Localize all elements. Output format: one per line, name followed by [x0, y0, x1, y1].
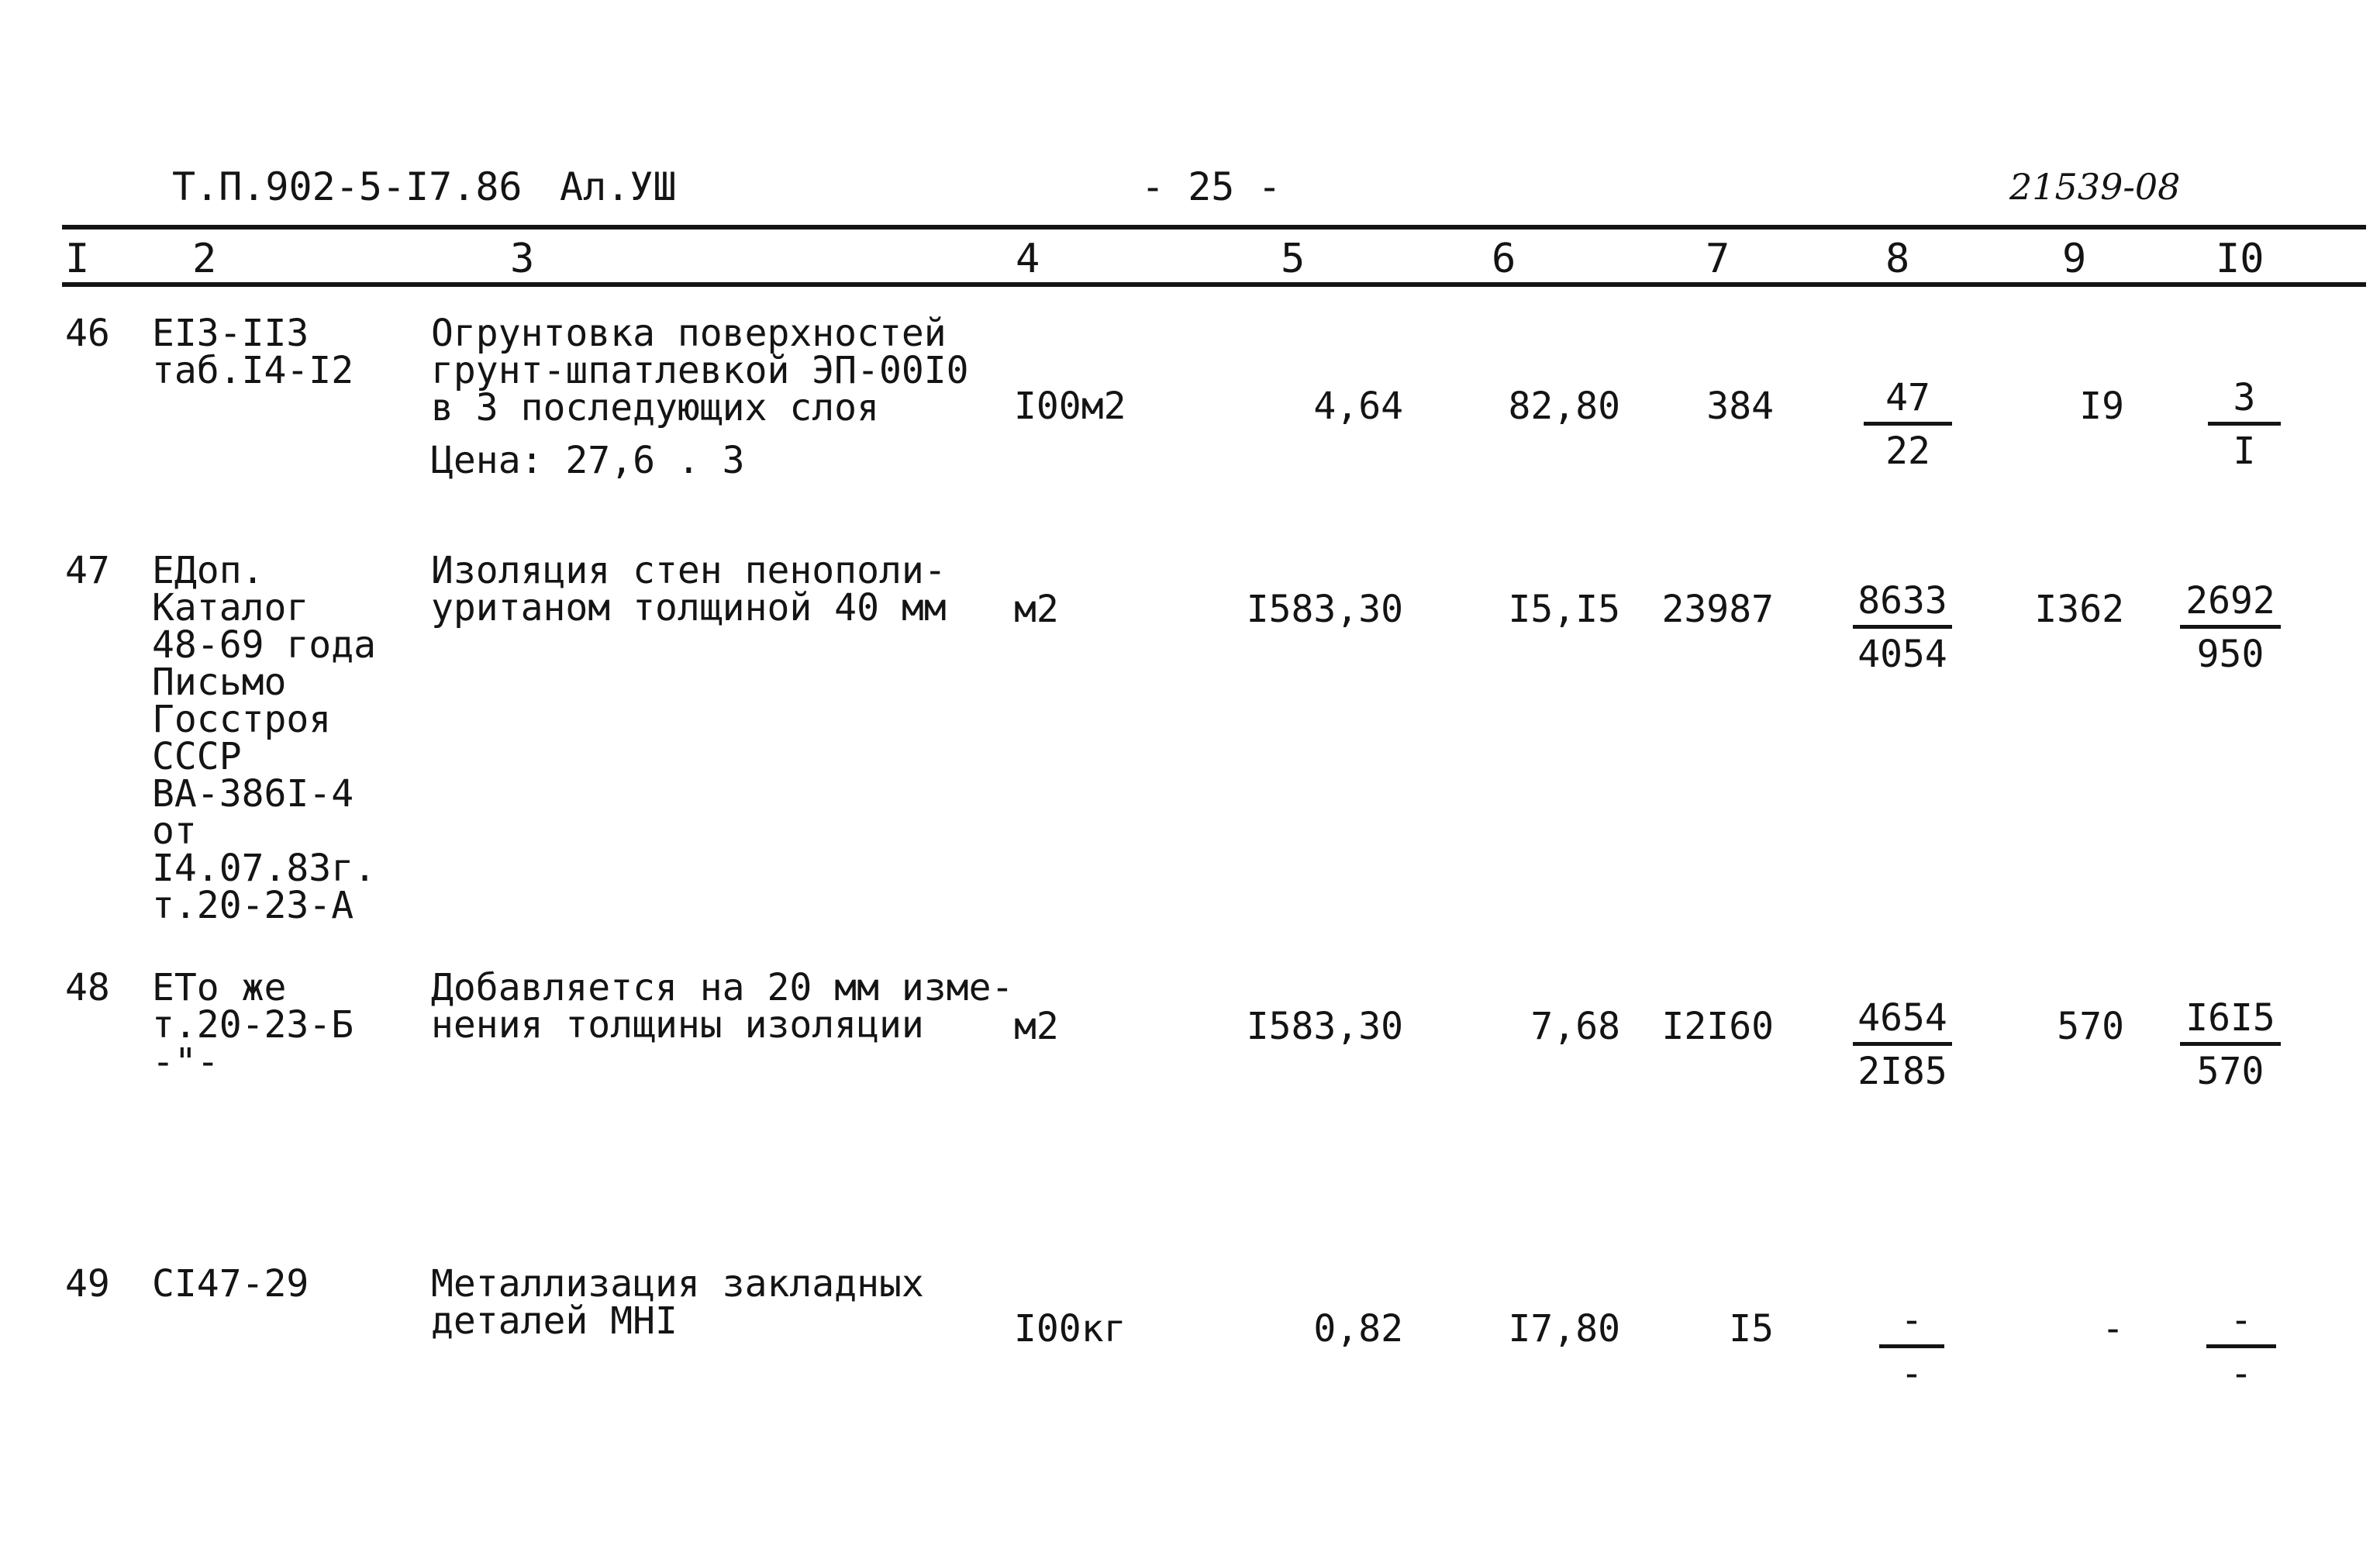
col10-top: I6I5: [2180, 997, 2281, 1046]
rate-code: EI3-II3 таб.I4-I2: [152, 312, 354, 392]
col10-fraction: [2180, 997, 2281, 1092]
total-cost: I5: [1729, 1307, 1774, 1351]
row-number: 46: [65, 312, 110, 355]
total-cost: 23987: [1661, 588, 1774, 631]
unit-cost: I7,80: [1508, 1307, 1620, 1351]
row-number: 48: [65, 966, 110, 1009]
col10-fraction: [2180, 580, 2281, 675]
unit: м2: [1014, 1005, 1059, 1048]
rate-code: EДоп. Каталог 48-69 года Письмо Госстроя СССР ВА-386I-4 от I4.07.83г. т.20-23-А: [152, 549, 376, 927]
column-number: 8: [1885, 236, 1910, 282]
col8-bottom: 2I85: [1857, 1050, 1947, 1093]
col10-fraction: [2208, 377, 2281, 472]
col8-bottom: 4054: [1857, 633, 1947, 676]
column-number: 5: [1281, 236, 1306, 282]
rate-code: CI47-29: [152, 1262, 309, 1306]
quantity: I583,30: [1246, 588, 1403, 631]
unit: м2: [1014, 588, 1059, 631]
column-number: I0: [2216, 236, 2264, 282]
col8-bottom: 22: [1885, 430, 1930, 473]
col9-value: -: [2102, 1307, 2124, 1351]
col10-bottom: -: [2230, 1352, 2253, 1396]
unit: I00м2: [1014, 385, 1126, 428]
quantity: I583,30: [1246, 1005, 1403, 1048]
col8-bottom: -: [1900, 1352, 1923, 1396]
quantity: 0,82: [1313, 1307, 1403, 1351]
header-rule-bottom: [62, 282, 2366, 287]
total-cost: 384: [1706, 385, 1774, 428]
col8-top: 8633: [1853, 580, 1952, 629]
col8-top: 47: [1864, 377, 1952, 426]
col9-value: I9: [2079, 385, 2124, 428]
col10-top: 2692: [2180, 580, 2281, 629]
col10-bottom: I: [2233, 430, 2256, 473]
unit: I00кг: [1014, 1307, 1126, 1351]
col8-fraction: [1853, 580, 1952, 675]
column-number: I: [65, 236, 90, 282]
column-number: 6: [1492, 236, 1516, 282]
col10-bottom: 950: [2196, 633, 2264, 676]
column-number: 3: [510, 236, 535, 282]
quantity: 4,64: [1313, 385, 1403, 428]
unit-cost: 7,68: [1530, 1005, 1620, 1048]
column-number: 4: [1016, 236, 1040, 282]
work-description: Добавляется на 20 мм изме- нения толщины изоляции: [431, 966, 1014, 1047]
col10-fraction: [2206, 1299, 2276, 1395]
col8-top: 4654: [1853, 997, 1952, 1046]
col10-bottom: 570: [2196, 1050, 2264, 1093]
document-reference: Т.П.902-5-I7.86: [172, 164, 523, 209]
album-reference: Ал.УШ: [560, 164, 677, 209]
col9-value: I362: [2034, 588, 2124, 631]
work-description: Изоляция стен пенополи- уританом толщиной 40 мм: [431, 549, 947, 630]
unit-cost: 82,80: [1508, 385, 1620, 428]
col9-value: 570: [2057, 1005, 2124, 1048]
total-cost: I2I60: [1661, 1005, 1774, 1048]
col10-top: -: [2206, 1299, 2276, 1348]
work-description: Огрунтовка поверхностей грунт-шпатлевкой ЭП-00I0 в 3 последующих слоя: [431, 312, 969, 430]
column-number: 2: [192, 236, 217, 282]
document-id: 21539-08: [2009, 166, 2181, 208]
row-number: 49: [65, 1262, 110, 1306]
column-number: 7: [1706, 236, 1730, 282]
col8-fraction: [1864, 377, 1952, 472]
header-rule-top: [62, 225, 2366, 229]
col8-top: -: [1879, 1299, 1944, 1348]
col8-fraction: [1879, 1299, 1944, 1395]
col8-fraction: [1853, 997, 1952, 1092]
page-number: - 25 -: [1141, 164, 1281, 209]
unit-cost: I5,I5: [1508, 588, 1620, 631]
rate-code: ETo же т.20-23-Б -"-: [152, 966, 354, 1084]
price-note: Цена: 27,6 . 3: [431, 439, 745, 482]
work-description: Металлизация закладных деталей МНI: [431, 1262, 924, 1343]
col10-top: 3: [2208, 377, 2281, 426]
column-number: 9: [2062, 236, 2087, 282]
row-number: 47: [65, 549, 110, 592]
